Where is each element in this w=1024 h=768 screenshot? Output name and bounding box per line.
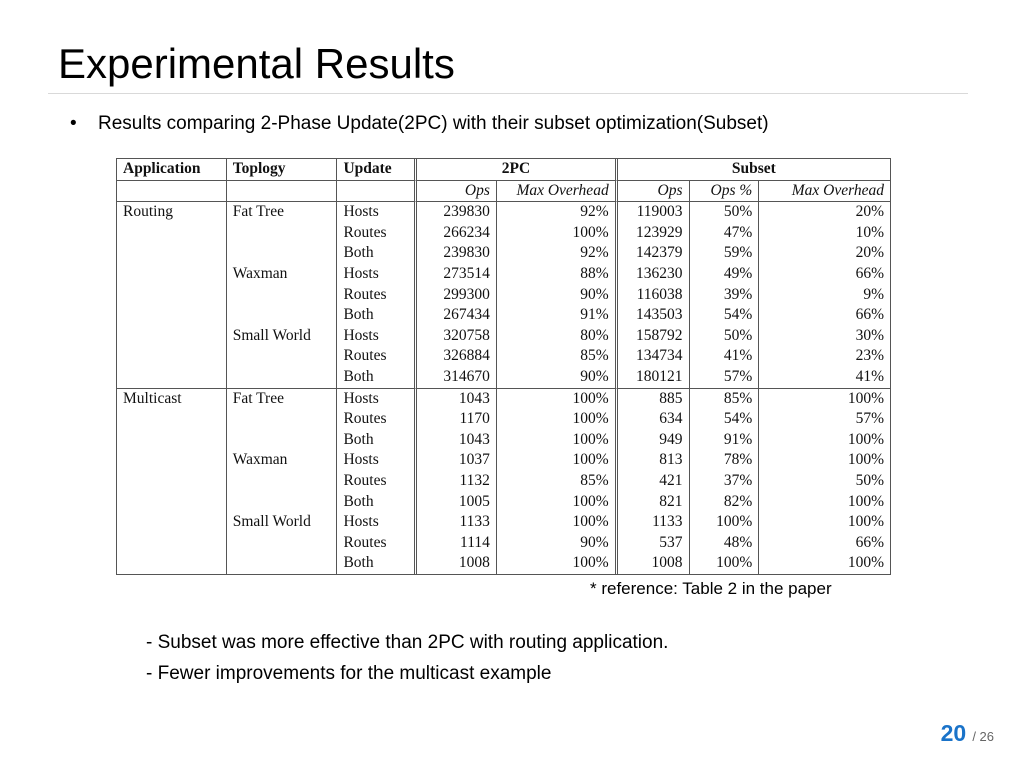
cell-application — [117, 223, 226, 244]
cell-subset-ops: 421 — [615, 471, 689, 492]
table-row — [117, 533, 890, 554]
cell-subset-ops-pct: 91% — [689, 430, 759, 451]
cell-subset-ops: 136230 — [615, 264, 689, 285]
cell-2pc-ops: 1114 — [414, 533, 496, 554]
cell-subset-max-overhead: 66% — [758, 305, 890, 326]
cell-topology — [226, 533, 337, 554]
table-row — [117, 553, 890, 574]
cell-subset-ops: 634 — [615, 409, 689, 430]
cell-subset-ops-pct: 48% — [689, 533, 759, 554]
cell-subset-max-overhead: 100% — [758, 450, 890, 471]
cell-subset-ops: 1133 — [615, 512, 689, 533]
cell-2pc-max-overhead: 92% — [496, 243, 615, 264]
cell-application — [117, 471, 226, 492]
cell-subset-ops: 1008 — [615, 553, 689, 574]
cell-update: Both — [336, 243, 414, 264]
cell-2pc-max-overhead: 80% — [496, 326, 615, 347]
cell-2pc-ops: 299300 — [414, 285, 496, 306]
cell-application — [117, 243, 226, 264]
cell-2pc-ops: 266234 — [414, 223, 496, 244]
cell-update: Both — [336, 430, 414, 451]
cell-2pc-ops: 1008 — [414, 553, 496, 574]
cell-update: Both — [336, 553, 414, 574]
col-header-2pc-ops: Ops — [414, 181, 496, 203]
cell-subset-max-overhead: 100% — [758, 553, 890, 574]
page-number — [941, 720, 994, 747]
cell-topology — [226, 285, 337, 306]
cell-topology: Small World — [226, 326, 337, 347]
cell-2pc-max-overhead: 90% — [496, 533, 615, 554]
table-row — [117, 202, 890, 223]
table-row — [117, 388, 890, 410]
cell-update: Both — [336, 305, 414, 326]
cell-subset-ops-pct: 49% — [689, 264, 759, 285]
cell-2pc-ops: 1043 — [414, 388, 496, 410]
cell-subset-ops-pct: 82% — [689, 492, 759, 513]
cell-update: Hosts — [336, 202, 414, 223]
cell-subset-ops-pct: 85% — [689, 388, 759, 410]
cell-subset-max-overhead: 23% — [758, 346, 890, 367]
table-body — [117, 202, 890, 574]
cell-2pc-ops: 273514 — [414, 264, 496, 285]
cell-2pc-max-overhead: 88% — [496, 264, 615, 285]
cell-subset-ops: 821 — [615, 492, 689, 513]
page-total: / 26 — [972, 729, 994, 744]
cell-2pc-ops: 1170 — [414, 409, 496, 430]
cell-application — [117, 326, 226, 347]
conclusion-line: - Subset was more effective than 2PC with routing application. — [146, 632, 669, 653]
cell-2pc-ops: 1132 — [414, 471, 496, 492]
cell-subset-ops: 949 — [615, 430, 689, 451]
col-header-topology: Toplogy — [226, 159, 337, 181]
cell-subset-ops: 123929 — [615, 223, 689, 244]
cell-topology — [226, 471, 337, 492]
cell-update: Both — [336, 492, 414, 513]
cell-update: Routes — [336, 533, 414, 554]
cell-topology — [226, 305, 337, 326]
cell-application — [117, 264, 226, 285]
cell-subset-max-overhead: 10% — [758, 223, 890, 244]
cell-update: Routes — [336, 223, 414, 244]
cell-application — [117, 409, 226, 430]
col-header-subset-ops: Ops — [615, 181, 689, 203]
cell-topology — [226, 492, 337, 513]
cell-2pc-max-overhead: 100% — [496, 223, 615, 244]
cell-topology — [226, 367, 337, 388]
cell-subset-ops-pct: 54% — [689, 409, 759, 430]
col-group-2pc: 2PC — [414, 159, 615, 181]
cell-subset-ops: 885 — [615, 388, 689, 410]
cell-2pc-ops: 314670 — [414, 367, 496, 388]
table-header-row — [117, 159, 890, 181]
cell-subset-ops: 537 — [615, 533, 689, 554]
cell-application: Multicast — [117, 388, 226, 410]
cell-topology: Fat Tree — [226, 202, 337, 223]
cell-topology: Fat Tree — [226, 388, 337, 410]
subheader-empty — [336, 181, 414, 203]
table-row — [117, 305, 890, 326]
slide-title: Experimental Results — [58, 40, 455, 87]
cell-subset-ops-pct: 100% — [689, 553, 759, 574]
cell-subset-ops: 119003 — [615, 202, 689, 223]
table-row — [117, 409, 890, 430]
cell-subset-max-overhead: 100% — [758, 388, 890, 410]
cell-topology: Waxman — [226, 264, 337, 285]
cell-subset-max-overhead: 30% — [758, 326, 890, 347]
cell-update: Hosts — [336, 326, 414, 347]
cell-subset-max-overhead: 9% — [758, 285, 890, 306]
col-header-subset-max-overhead: Max Overhead — [758, 181, 890, 203]
cell-subset-ops-pct: 47% — [689, 223, 759, 244]
cell-2pc-max-overhead: 90% — [496, 367, 615, 388]
cell-subset-max-overhead: 50% — [758, 471, 890, 492]
cell-application: Routing — [123, 203, 173, 221]
col-header-update: Update — [336, 159, 414, 181]
table-row — [117, 264, 890, 285]
cell-application — [117, 512, 226, 533]
cell-2pc-ops: 326884 — [414, 346, 496, 367]
reference-note: * reference: Table 2 in the paper — [590, 579, 832, 598]
cell-subset-ops-pct: 57% — [689, 367, 759, 388]
cell-subset-ops: 180121 — [615, 367, 689, 388]
table-row — [117, 346, 890, 367]
table-row — [117, 326, 890, 347]
col-header-subset-ops-pct: Ops % — [689, 181, 759, 203]
col-header-application: Application — [117, 159, 226, 181]
cell-topology — [226, 430, 337, 451]
cell-topology — [226, 553, 337, 574]
cell-subset-ops-pct: 37% — [689, 471, 759, 492]
col-header-2pc-max-overhead: Max Overhead — [496, 181, 615, 203]
cell-2pc-max-overhead: 100% — [496, 388, 615, 410]
cell-subset-ops-pct: 39% — [689, 285, 759, 306]
cell-2pc-max-overhead: 85% — [496, 471, 615, 492]
cell-update: Hosts — [336, 388, 414, 410]
cell-2pc-max-overhead: 90% — [496, 285, 615, 306]
cell-2pc-ops: 239830 — [414, 243, 496, 264]
cell-2pc-ops: 267434 — [414, 305, 496, 326]
cell-subset-ops: 143503 — [615, 305, 689, 326]
cell-update: Hosts — [336, 264, 414, 285]
conclusions — [146, 627, 668, 689]
title-divider — [48, 93, 968, 94]
cell-2pc-ops: 320758 — [414, 326, 496, 347]
bullet-marker: • — [70, 113, 77, 134]
conclusion-line: - Fewer improvements for the multicast example — [146, 663, 552, 684]
cell-subset-ops: 142379 — [615, 243, 689, 264]
cell-subset-ops: 158792 — [615, 326, 689, 347]
cell-application — [117, 285, 226, 306]
cell-subset-ops-pct: 50% — [689, 326, 759, 347]
results-table — [116, 158, 891, 575]
cell-update: Hosts — [336, 450, 414, 471]
cell-2pc-ops: 1037 — [414, 450, 496, 471]
cell-2pc-max-overhead: 100% — [496, 409, 615, 430]
page-current: 20 — [940, 720, 967, 746]
cell-2pc-max-overhead: 91% — [496, 305, 615, 326]
cell-application — [117, 492, 226, 513]
cell-subset-max-overhead: 100% — [758, 492, 890, 513]
cell-2pc-max-overhead: 100% — [496, 450, 615, 471]
cell-subset-ops-pct: 54% — [689, 305, 759, 326]
cell-subset-max-overhead: 66% — [758, 533, 890, 554]
table-row — [117, 223, 890, 244]
table-row — [117, 243, 890, 264]
cell-2pc-max-overhead: 85% — [496, 346, 615, 367]
table-row — [117, 471, 890, 492]
cell-subset-max-overhead: 20% — [758, 202, 890, 223]
cell-subset-ops: 116038 — [615, 285, 689, 306]
cell-update: Routes — [336, 285, 414, 306]
cell-2pc-ops: 239830 — [414, 202, 496, 223]
subheader-empty — [226, 181, 337, 203]
cell-2pc-max-overhead: 92% — [496, 202, 615, 223]
results-table-container — [116, 158, 891, 576]
cell-subset-ops-pct: 50% — [689, 202, 759, 223]
cell-2pc-max-overhead: 100% — [496, 492, 615, 513]
cell-subset-max-overhead: 66% — [758, 264, 890, 285]
table-row — [117, 492, 890, 513]
cell-subset-max-overhead: 41% — [758, 367, 890, 388]
cell-update: Routes — [336, 346, 414, 367]
cell-subset-ops-pct: 100% — [689, 512, 759, 533]
cell-application — [117, 367, 226, 388]
cell-2pc-ops: 1043 — [414, 430, 496, 451]
subheader-empty — [117, 181, 226, 203]
cell-topology — [226, 409, 337, 430]
cell-subset-max-overhead: 20% — [758, 243, 890, 264]
table-subheader-row — [117, 181, 890, 203]
cell-application — [117, 305, 226, 326]
cell-update: Hosts — [336, 512, 414, 533]
table-row — [117, 367, 890, 388]
cell-subset-max-overhead: 100% — [758, 430, 890, 451]
cell-topology — [226, 223, 337, 244]
cell-subset-max-overhead: 100% — [758, 512, 890, 533]
cell-2pc-max-overhead: 100% — [496, 553, 615, 574]
table-row — [117, 430, 890, 451]
cell-subset-ops-pct: 78% — [689, 450, 759, 471]
table-row — [117, 285, 890, 306]
cell-subset-ops: 813 — [615, 450, 689, 471]
table-row — [117, 450, 890, 471]
cell-subset-ops-pct: 41% — [689, 346, 759, 367]
cell-2pc-max-overhead: 100% — [496, 512, 615, 533]
cell-subset-ops: 134734 — [615, 346, 689, 367]
cell-application — [117, 450, 226, 471]
bullet-text: Results comparing 2-Phase Update(2PC) with their subset optimization(Subset) — [98, 113, 769, 134]
cell-application — [117, 430, 226, 451]
table-row — [117, 512, 890, 533]
cell-subset-max-overhead: 57% — [758, 409, 890, 430]
cell-topology: Small World — [226, 512, 337, 533]
cell-update: Both — [336, 367, 414, 388]
cell-2pc-ops: 1133 — [414, 512, 496, 533]
cell-2pc-ops: 1005 — [414, 492, 496, 513]
cell-application — [117, 553, 226, 574]
cell-2pc-max-overhead: 100% — [496, 430, 615, 451]
cell-application — [117, 533, 226, 554]
cell-topology — [226, 243, 337, 264]
col-group-subset: Subset — [615, 159, 890, 181]
cell-update: Routes — [336, 409, 414, 430]
cell-application — [117, 346, 226, 367]
cell-subset-ops-pct: 59% — [689, 243, 759, 264]
bullet-item — [70, 113, 769, 135]
cell-update: Routes — [336, 471, 414, 492]
cell-topology — [226, 346, 337, 367]
cell-topology: Waxman — [226, 450, 337, 471]
